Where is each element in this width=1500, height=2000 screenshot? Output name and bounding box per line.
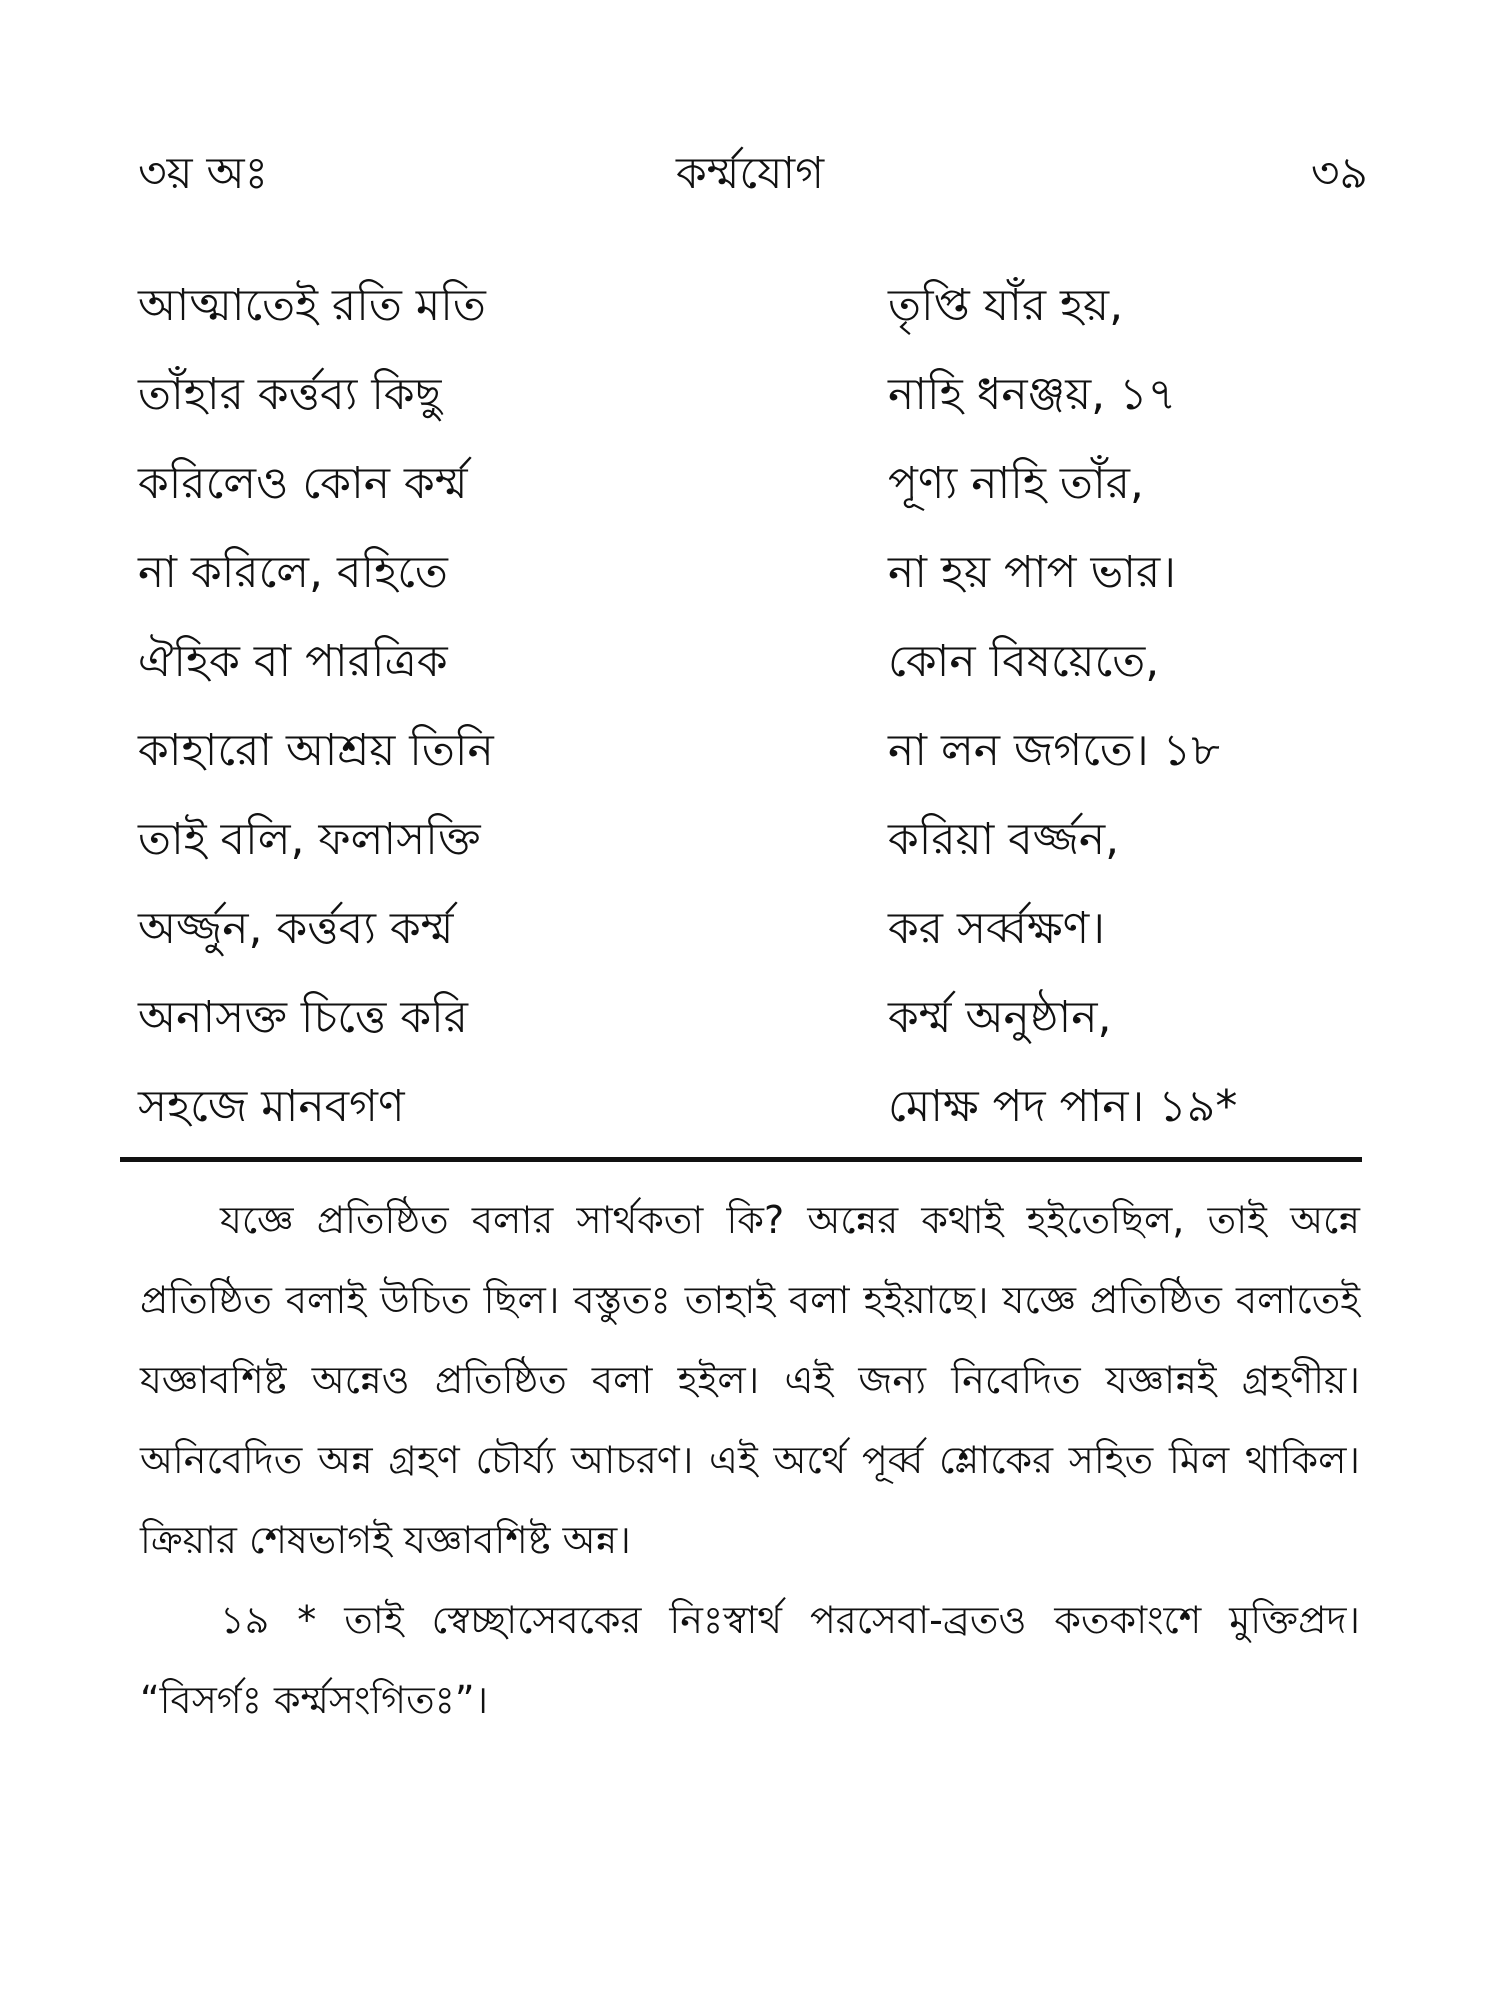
verse-block <box>0 272 1500 1162</box>
page-number: ৩৯ <box>1310 148 1368 199</box>
verse-line <box>0 539 1500 628</box>
footnote-paragraph: ১৯ * তাই স্বেচ্ছাসেবকের নিঃস্বার্থ পরসেবা-ব্রতও কতকাংশে মুক্তিপ্রদ। “বিসর্গঃ কর্ম্মসংগিতঃ”। <box>140 1598 1360 1722</box>
verse-left-half: তাই বলি, ফলাসক্তি <box>138 814 481 865</box>
verse-right-half: না হয় পাপ ভার। <box>888 547 1176 598</box>
divider-rule <box>120 1157 1362 1162</box>
verse-line <box>0 1073 1500 1162</box>
chapter-title: কর্ম্মযোগ <box>675 148 825 199</box>
verse-line <box>0 895 1500 984</box>
verse-right-half: মোক্ষ পদ পান। ১৯* <box>888 1081 1238 1132</box>
chapter-label: ৩য় অঃ <box>138 148 269 199</box>
verse-right-half: কর সর্ব্বক্ষণ। <box>888 903 1105 954</box>
verse-right-half: তৃপ্তি যাঁর হয়, <box>888 280 1124 331</box>
verse-right-half: না লন জগতে। ১৮ <box>888 725 1220 776</box>
verse-right-half: করিয়া বর্জ্জন, <box>888 814 1120 865</box>
verse-right-half: কোন বিষয়েতে, <box>888 636 1160 687</box>
verse-line <box>0 628 1500 717</box>
verse-line <box>0 984 1500 1073</box>
verse-left-half: না করিলে, বহিতে <box>138 547 448 598</box>
verse-left-half: অর্জ্জুন, কর্ত্তব্য কর্ম্ম <box>138 903 454 954</box>
verse-left-half: করিলেও কোন কর্ম্ম <box>138 458 468 509</box>
commentary-block <box>140 1180 1360 1740</box>
verse-right-half: পূণ্য নাহি তাঁর, <box>888 458 1144 509</box>
verse-left-half: তাঁহার কর্ত্তব্য কিছু <box>138 369 442 420</box>
verse-left-half: আত্মাতেই রতি মতি <box>138 280 486 331</box>
verse-line <box>0 806 1500 895</box>
verse-line <box>0 717 1500 806</box>
running-header <box>0 140 1500 210</box>
verse-line <box>0 450 1500 539</box>
verse-left-half: কাহারো আশ্রয় তিনি <box>138 725 494 776</box>
verse-line <box>0 272 1500 361</box>
verse-right-half: কর্ম্ম অনুষ্ঠান, <box>888 992 1112 1043</box>
verse-left-half: অনাসক্ত চিত্তে করি <box>138 992 468 1043</box>
verse-right-half: নাহি ধনঞ্জয়, ১৭ <box>888 369 1177 420</box>
verse-left-half: সহজে মানবগণ <box>138 1081 405 1132</box>
commentary-paragraph: যজ্ঞে প্রতিষ্ঠিত বলার সার্থকতা কি? অন্নের কথাই হইতেছিল, তাই অন্নে প্রতিষ্ঠিত বলাই উচিত ছিল। বস্তুতঃ তাহাই বলা হইয়াছে। যজ্ঞে প্রতিষ্ঠিত বলাতেই যজ্ঞাবশিষ্ট অন্নেও প্রতিষ্ঠিত বলা হইল। এই জন্য নিবেদিত যজ্ঞান্নই গ্রহণীয়। অনিবেদিত অন্ন গ্রহণ চৌর্য্য আচরণ। এই অর্থে পূর্ব্ব শ্লোকের সহিত মিল থাকিল। ক্রিয়ার শেষভাগই যজ্ঞাবশিষ্ট অন্ন। <box>140 1198 1360 1562</box>
verse-left-half: ঐহিক বা পারত্রিক <box>138 636 448 687</box>
verse-line <box>0 361 1500 450</box>
